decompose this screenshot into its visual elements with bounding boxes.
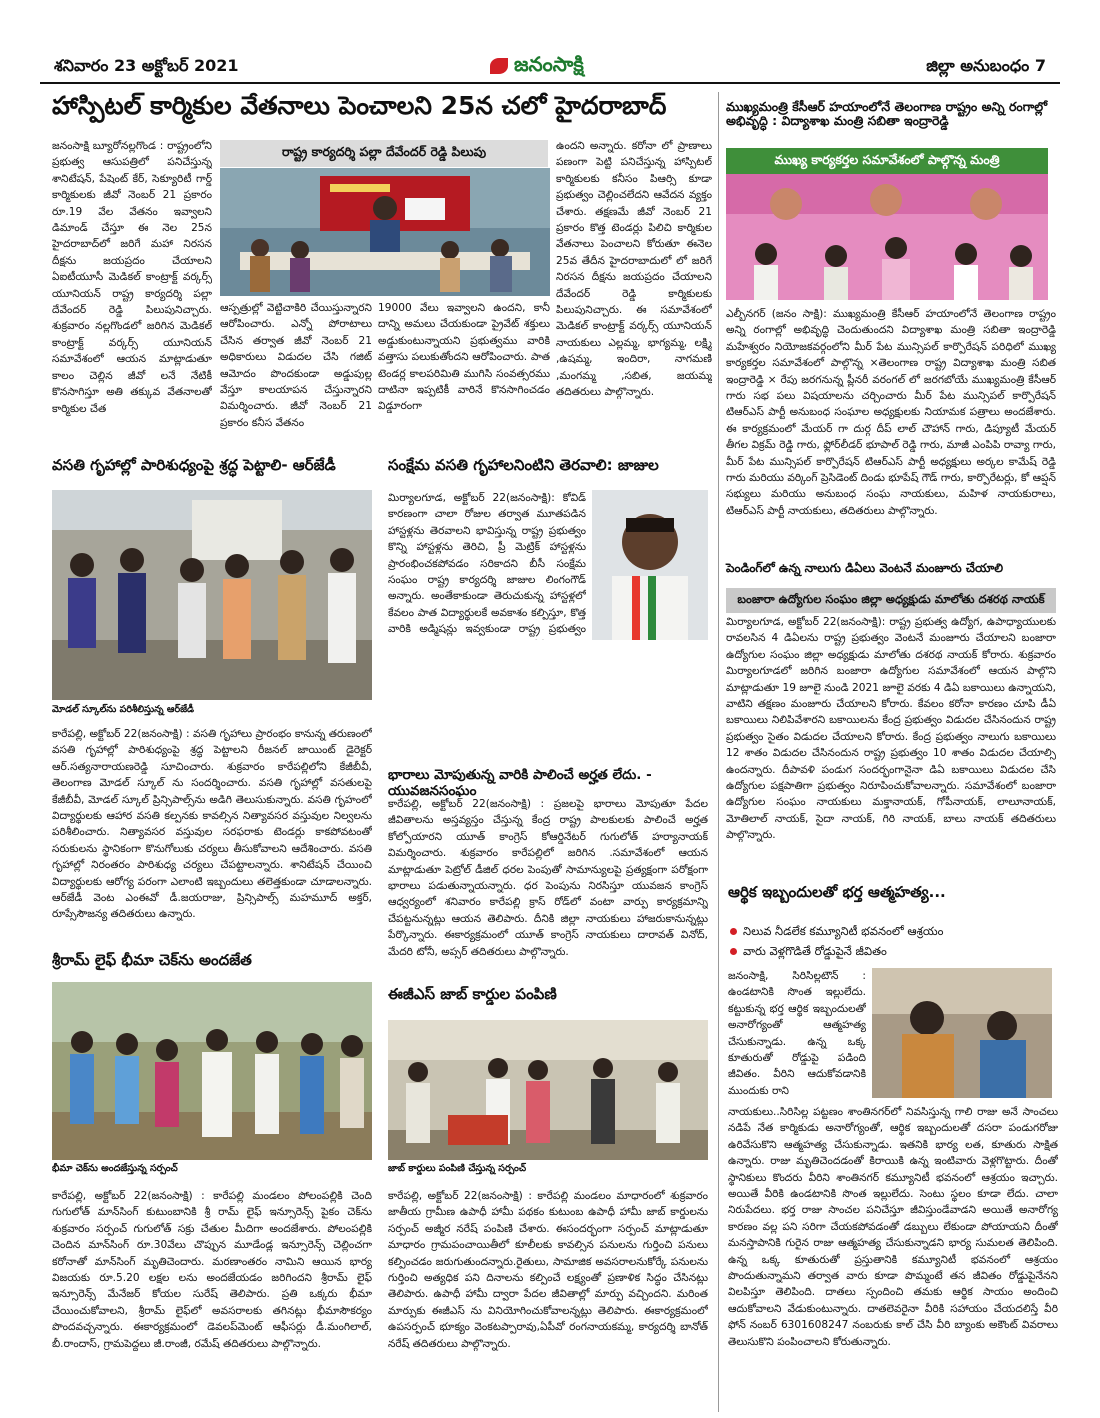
masthead-rule <box>40 82 1060 84</box>
story4-portrait <box>592 490 708 640</box>
story7-body: ఎల్బీనగర్ (జనం సాక్షి): ముఖ్యమంత్రి కేసీఆర్ హయాంలోనే తెలంగాణ రాష్ట్రం అన్ని రంగాల్లో అభివృద్ధి చెందుతుందని విద్యాశాఖ మంత్రి సబితా ఇంద్రారెడ్డి మహేశ్వరం నియోజకవర్గంలోని మీర్ పేట మున్సిపల్ కార్పొరేషన్ పరిధిలో ముఖ్య కార్యకర్తల సమావేశంలో పాల్గొన్న ×తెలంగాణ రాష్ట్ర విద్యాశాఖ మంత్రి సబిత ఇంద్రారెడ్డి × రేపు జరగనున్న ప్లీనరీ వరంగల్ లో జరగబోయే ముఖ్యమంత్రి కేసీఆర్ గారు సభ పలు విషయాలను చర్చించారు మీర్ పేట మున్సిపల్ కార్పొరేషన్ టిఆర్ఎస్ పార్టీ అనుబంధ సంఘాల అధ్యక్షులకు నియామక పత్రాలు అందజేశారు. ఈ కార్యక్రమంలో మేయర్ గా దుర్గ దీప్ లాల్ చౌహాన్ గారు, డిప్యూటీ మేయర్ తీగల విక్రమ్ రెడ్డి గారు, ఫ్లోర్‌లీడర్ భూపాల్ రెడ్డి గారు, మాజీ ఎంపిపి రావ్యా గారు, మీర్ పేట మున్సిపల్ కార్పొరేషన్ టిఆర్ఎస్ పార్టీ అధ్యక్షులు అర్కల కామేష్ రెడ్డి గారు మరియు వర్కింగ్ ప్రెసిడెంట్ దిండు భూపేష్ గౌడ్ గారు, కార్పొరేటర్లు, కో ఆప్షన్ సభ్యులు మరియు అనుబంధ సంఘ నాయకులు, మహిళ నాయకురాలు, టిఆర్ఎస్ పార్టీ నాయకులు, తదితరులు పాల్గొన్నారు. <box>726 308 1056 517</box>
story1-subhead: రాష్ట్ర కార్యదర్శి పల్లా దేవేందర్ రెడ్డి పిలుపు <box>220 140 548 167</box>
masthead <box>40 50 1060 80</box>
story1-headline: హాస్పిటల్ కార్మికుల వేతనాలు పెంచాలని 25న చలో హైదరాబాద్ <box>52 91 667 120</box>
story3-photo <box>52 982 372 1160</box>
story1-col3: 19000 వేలు ఇవ్వాలని ఉందని, కానీ దాన్ని అమలు చేయకుండా ప్రైవేట్ శక్తులు అడ్డుకుంటున్నాయని ప్రభుత్వము వారికి వత్తాసు పలుకుతోందని ఆరోపించారు. పాత టెండర్ల కాలపరిమితి ముగిసి సంవత్సరము దాటినా ఇప్పటికీ వారినే కొనసాగించడం విడ్డూరంగా <box>378 302 550 413</box>
story3-body: కారేపల్లి, అక్టోబర్ 22(జనంసాక్షి) : కారేపల్లి మండలం పోలంపల్లికి చెంది గుగులోత్ మాన్‌సింగ్ కుటుంబానికి శ్రీ రామ్ లైఫ్ ఇన్సూరెన్స్ పైకం చెక్‌ను శుక్రవారం సర్పంచ్ గుగులోత్ సక్రు చేతుల మీదిగా అందజేశారు. పోలంపల్లికి చెందిన మాన్‌సింగ్ రూ.30వేలు చొప్పున మూడేండ్ల ఇన్సూరెన్స్ చెల్లించగా కరోనాతో మాన్‌సింగ్ మృతిచెందారు. మరణాంతరం నామిని ఆయిన భార్య విజయకు రూ.5.20 లక్షల లను అందజేయడం జరిగిందని శ్రీరామ్ లైఫ్ ఇన్సూరెన్స్ మేనేజర్ కోయల సురేష్ తెలిపారు. ప్రతి ఒక్కరు భీమా చేయించుకోవాలని, శ్రీరామ్ లైఫ్‌లో అవసరాలకు తగినట్లు భీమాసౌకర్యం పొందవచ్చన్నారు. ఈకార్యక్రమంలో డెవలప్‌మెంట్ ఆఫీసర్లు డీ.మంగిలాల్, బీ.రాందాస్, గ్రామపెద్దలు జీ.రాంజీ, రమేష్ తదితరులు పాల్గొన్నారు. <box>52 1190 372 1350</box>
story7-headline: ముఖ్యమంత్రి కేసీఆర్ హయాంలోనే తెలంగాణ రాష్ట్రం అన్ని రంగాల్లో అభివృద్ధి : విద్యాశాఖ మంత్రి సబితా ఇంద్రారెడ్డి <box>726 99 1048 129</box>
story8-body: మిర్యాలగూడ, అక్టోబర్ 22(జనంసాక్షి): రాష్ట్ర ప్రభుత్వ ఉద్యోగ, ఉపాధ్యాయులకు రావలసిన 4 డిఏలను రాష్ట్ర ప్రభుత్వం వెంటనే మంజూరు చేయాలని బంజారా ఉద్యోగుల సంఘం జిల్లా అధ్యక్షుడు మాలోతు దశరథ నాయక్ కోరారు. శుక్రవారం మిర్యాలగూడలో జరిగిన బంజారా ఉద్యోగుల సమావేశంలో ఆయన పాల్గొని మాట్లాడుతూ 19 జూలై నుండి 2021 జూలై వరకు 4 డిఏ బకాయిలు ఉన్నాయని, వాటిని తక్షణం మంజూరు చేయాలని కోరారు. కేవలం కరోనా కారణం చూపి డీఏ బకాయిలు నిలిపివేశారని బకాయిలను కేంద్ర ప్రభుత్వం విడుదల చేసినందున రాష్ట్ర ప్రభుత్వం సైతం విడుదల చేయాలని కోరారు. కేంద్ర ప్రభుత్వం నాలుగు బకాయిలు 12 శాతం విడుదల చేసినందున రాష్ట్ర ప్రభుత్వం 10 శాతం విడుదల చేయాల్సి ఉందన్నారు. దీపావళి పండుగ సందర్భంగానైనా డిఏ బకాయిలు విడుదల చేసి ఉద్యోగుల పక్షపాతిగా ప్రభుత్వం నిరూపించుకోవాలన్నారు. సమావేశంలో బంజారా ఉద్యోగుల సంఘం నాయకులు మక్తానాయక్, గోపీనాయక్, లాలూనాయక్, మోతిలాల్ నాయక్, సైదా నాయక్, గిరి నాయక్, బాలు నాయక్ తదితరులు పాల్గొన్నారు. <box>726 616 1056 842</box>
story1-col2: ఆస్పత్రుల్లో వెట్టిచాకిరి చేయిస్తున్నారని ఆరోపించారు. ఎన్నో పోరాటాలు చేసిన తర్వాత జీవో నెంబర్ 21 అధికారులు విడుదల చేసి గజిట్ ఆమోదం పొందకుండా అడ్డుపుల్ల వేస్తూ కాలయాపన చేస్తున్నారని విమర్శించారు. జీవో నెంబర్ 21 ప్రకారం కనీస వేతనం <box>220 302 372 429</box>
story6-headline: ఈజీఎస్ జాబ్ కార్డుల పంపిణి <box>388 985 557 1003</box>
story9-bullet-2: వారు వెళ్లగొడితే రోడ్డుపైనే జీవితం <box>730 944 1060 961</box>
story9-photo <box>872 968 1052 1098</box>
column-divider <box>718 92 719 1412</box>
story2-photo <box>52 490 372 700</box>
story1-col4: ఉందని అన్నారు. కరోనా లో ప్రాణాలు పణంగా పెట్టి పనిచేస్తున్న హాస్పిటల్ కార్మికులకు కనీసం పిఆర్సి కూడా ప్రభుత్వం చెల్లించలేదని ఆవేదన వ్యక్తం చేశారు. తక్షణమే జీవో నెంబర్ 21 ప్రకారం కొత్త టెండర్లు పిలిచి కార్మికుల వేతనాలు పెంచాలని కోరుతూ ఈనెల 25వ తేదీన హైదరాబాదులో లో జరిగే నిరసన దీక్షను జయప్రదం చేయాలని దేవేందర్ రెడ్డి కార్మికులకు పిలుపునిచ్చారు. ఈ సమావేశంలో మెడికల్ కాంట్రాక్ట్ వర్కర్స్ యూనియన్ నాయకులు ఎల్లమ్మ, భాగ్యమ్మ, లక్ష్మి ,ఉషమ్మ, ఇందిరా, నాగమణి ,మంగమ్మ ,సబిత, జయమ్మ తదితరులు పాల్గొన్నారు. <box>556 140 712 399</box>
story2-body: కారేపల్లి, అక్టోబర్ 22(జనంసాక్షి) : వసతి గృహాలు ప్రారంభం కానున్న తరుణంలో వసతి గృహాల్లో పారిశుధ్యంపై శ్రద్ధ పెట్టాలని రీజనల్ జాయింట్ డైరెక్టర్ ఆర్.సత్యనారాయణరెడ్డి సూచించారు. శుక్రవారం కారేపల్లిలోని కేజీబీవీ, తెలంగాణ మోడల్ స్కూల్ ను సందర్శించారు. వసతి గృహాల్లో వసతులపై కేజీబీవీ, మోడల్ స్కూల్ ప్రిన్సిపాల్స్‌ను అడిగి తెలుసుకున్నారు. వసతి గృహంలో విద్యార్థులకు ఆహార వసతి కల్పనకు కావల్సిన నిత్యావసర వస్తువుల నిల్వలను పరిశీలించారు. నిత్యావసర వస్తువుల సరఫరాకు టెండర్లు కాకపోవటంతో సరుకులను స్థానికంగా కొనుగోలుకు చర్యలు తీసుకోవాలని ఆదేశించారు. వసతి గృహాల్లో నిరంతరం పారిశుధ్య చర్యలు చేపట్టాలన్నారు. శానిటేషన్ చేయించి విద్యార్థులకు ఆరోగ్య పరంగా ఎలాంటి ఇబ్బందులు తలెత్తకుండా చూడాలన్నారు. ఆర్‌జేడీ వెంట ఎంఈవో డీ.జయరాజు, ప్రిన్సిపాల్స్ మహమూద్ అక్తర్, రూప్సేసౌజన్య తదితరులు ఉన్నారు. <box>52 728 372 921</box>
story4-headline: సంక్షేమ వసతి గృహాలనింటిని తెరవాలి: జాజుల <box>388 456 659 474</box>
page-label: జిల్లా అనుబంధం 7 <box>926 56 1046 75</box>
story5-headline: భారాలు మోపుతున్న వారికి పాలించే అర్హత లేదు. - యువజనసంఘం <box>388 767 652 799</box>
story7-photo <box>726 174 1048 300</box>
story8-headline: పెండింగ్‌లో ఉన్న నాలుగు డిఏలు వెంటనే మంజూరు చేయాలి <box>726 561 1004 575</box>
issue-date: శనివారం 23 అక్టోబర్ 2021 <box>54 56 239 75</box>
story7-subhead: ముఖ్య కార్యకర్తల సమావేశంలో పాల్గొన్న మంత్రి <box>726 148 1048 175</box>
story9-bullet-1: నిలువ నీడలేక కమ్యూనిటీ భవనంలో ఆశ్రయం <box>730 924 1060 941</box>
story9-body-top: జనంసాక్షి, సిరిసిల్లటౌన్ : ఉండటానికి సొంత ఇల్లులేదు. కట్టుకున్న భర్త ఆర్థిక ఇబ్బందులతో అనారోగ్యంతో ఆత్మహత్య చేసుకున్నాడు. ఉన్న ఒక్క కూతురుతో రోడ్డుపై పడింది జీవితం. వీరిని ఆదుకోవడానికి ముందుకు రాని <box>728 970 866 1097</box>
story1-col1: జనంసాక్షి బ్యూరోనల్లగొండ : రాష్ట్రంలోని ప్రభుత్వ ఆసుపత్రిలో పనిచేస్తున్న శానిటేషన్, పేషెంట్ కేర్, సెక్యూరిటీ గార్డ్ కార్మికులకు జీవో నెంబర్ 21 ప్రకారం రూ.19 వేల వేతనం ఇవ్వాలని డిమాండ్ చేస్తూ ఈ నెల 25న హైదరాబాద్‌లో జరిగే మహా నిరసన దీక్షను జయప్రదం చేయాలని ఏఐటీయూసీ మెడికల్ కాంట్రాక్ట్ వర్కర్స్ యూనియన్ రాష్ట్ర కార్యదర్శి పల్లా దేవేందర్ రెడ్డి పిలుపునిచ్చారు. శుక్రవారం నల్లగొండలో జరిగిన మెడికల్ కాంట్రాక్ట్ వర్కర్స్ యూనియన్ సమావేశంలో ఆయన మాట్లాడుతూ కాలం చెల్లిన జీవో లనే నేటికీ కొనసాగిస్తూ అతి తక్కువ వేతనాలతో కార్మికుల చేత <box>52 140 212 415</box>
story6-caption: జాబ్ కార్డులు పంపిణి చేస్తున్న సర్పంచ్ <box>388 1163 527 1174</box>
story9-body: నాయకులు..సిరిసిల్ల పట్టణం శాంతినగర్‌లో నివసిస్తున్న గాలి రాజు అనే సాంచలు నడిపే నేత కార్మికుడు అనారోగ్యంతో, ఆర్థిక ఇబ్బందులతో దసరా పండుగరోజు ఉరివేసుకొని ఆత్మహత్య చేసుకున్నాడు. ఇతనికి భార్య లత, కూతురు సాక్షిత ఉన్నారు. రాజు మృతిచెందడంతో కిరాయికి ఉన్న ఇంటివారు వెళ్లగొట్టారు. దీంతో స్థానికులు కొందరు వీరిని శాంతినగర్ కమ్యూనిటీ భవనంలో ఆశ్రయం ఇచ్చారు. అయితే వీరికి ఉండటానికి సొంత ఇల్లులేదు. సెంటు స్థలం కూడా లేదు. చాలా నిరుపేదలు. భర్త రాజు సాంచల పనిచేస్తూ జీవిస్తుండేవాడని అయితే అనారోగ్య కారణం వల్ల పని సరిగా చేయకపోవడంతో డబ్బులు లేకుండా పోయాయని దీంతో మనస్తాపానికి గురైన రాజు ఆత్మహత్య చేసుకున్నాడని భార్య సుమలత తెలిపింది. ఉన్న ఒక్క కూతురుతో ప్రస్తుతానికి కమ్యూనిటీ భవనంలో ఆశ్రయం పొందుతున్నామని తర్వాత వారు కూడా పొమ్మంటే తన జీవితం రోడ్డుపైనేనని విలపిస్తూ తెలిపింది. దాతలు స్పందించి తమకు ఆర్థిక సాయం అందించి ఆదుకోవాలని వేడుకుంటున్నారు. దాతలెవరైనా వీరికి సహాయం చేయదలిస్తే వీరి ఫోన్ నంబర్ 6301608247 నంబరుకు కాల్ చేసి వీరి బ్యాంకు అకౌంట్ వివరాలు తెలుసుకొని పంపించాలని కోరుతున్నారు. <box>728 1106 1058 1348</box>
newspaper-logo: జనంసాక్షి <box>490 52 584 81</box>
story3-caption: భీమా చెక్‌ను అందజేస్తున్న సర్పంచ్ <box>52 1163 178 1174</box>
leaf-icon <box>490 58 508 74</box>
story2-headline: వసతి గృహాల్లో పారిశుధ్యంపై శ్రద్ధ పెట్టాలి- ఆర్‌జేడీ <box>52 456 336 474</box>
story8-subhead: బంజారా ఉద్యోగుల సంఘం జిల్లా అధ్యక్షుడు మాలోతు దశరథ నాయక్ <box>726 588 1056 613</box>
story9-headline: ఆర్థిక ఇబ్బందులతో భర్త ఆత్మహత్య... <box>728 883 946 901</box>
story4-body: మిర్యాలగూడ, అక్టోబర్ 22(జనంసాక్షి): కోవిడ్ కారణంగా చాలా రోజుల తర్వాత మూతపడిన హాస్టళ్లను తెరవాలని భావిస్తున్న రాష్ట్ర ప్రభుత్వం కొన్ని హాస్టళ్లను తెరిచి, ప్రీ మెట్రిక్ హాస్టళ్లను ప్రారంభించకపోవడం సరికాదని బీసీ సంక్షేమ సంఘం రాష్ట్ర కార్యదర్శి జాజుల లింగంగౌడ్ అన్నారు. అంతేకాకుండా తెరుచుకున్న హాస్టళ్లలో కేవలం పాత విద్యార్థులకే అవకాశం కల్పిస్తూ, కొత్త వారికి అడ్మిషన్లు ఇవ్వకుండా రాష్ట్ర ప్రభుత్వం <box>388 492 586 636</box>
story1-photo <box>220 168 550 296</box>
story2-caption: మోడల్ స్కూల్‌ను పరిశీలిస్తున్న ఆర్‌జేడీ <box>52 704 195 715</box>
story6-photo <box>388 1020 708 1160</box>
story5-body: కారేపల్లి, అక్టోబర్ 22(జనంసాక్షి) : ప్రజలపై భారాలు మోపుతూ పేదల జీవితాలను అస్తవ్యస్తం చేస్తున్న కేంద్ర రాష్ట్ర పాలకులకు పాలించే అర్హత కోల్పోయారని యూత్ కాంగ్రెస్ కోఆర్డినేటర్ గుగులోత్ హర్యానాయక్ విమర్శించారు. శుక్రవారం కారేపల్లిలో జరిగిన .సమావేశంలో ఆయన మాట్లాడుతూ పెట్రోల్ డీజిల్ ధరల పెంపుతో సామాన్యులపై ప్రత్యక్షంగా పరోక్షంగా భారాలు పడుతున్నాయన్నారు. ధర పెంపును నిరసిస్తూ యువజన కాంగ్రెస్ ఆధ్వర్యంలో శనివారం కారేపల్లి క్రాస్ రోడ్‌లో వంటా వార్పు కార్యక్రమాన్ని చేపట్టనున్నట్లు ఆయన తెలిపారు. దీనికి జిల్లా నాయకులు హాజరుకానున్నట్లు పేర్కొన్నారు. ఈకార్యక్రమంలో యూత్ కాంగ్రెస్ నాయకులు దారావత్ వినోద్, మేదరి టోనీ, అప్సర్ తదితరులు పాల్గొన్నారు. <box>388 798 708 958</box>
story3-headline: శ్రీరామ్ లైఫ్ భీమా చెక్‌ను అందజేత <box>52 951 252 969</box>
story6-body: కారేపల్లి, అక్టోబర్ 22(జనంసాక్షి) : కారేపల్లి మండలం మాధారంలో శుక్రవారం జాతీయ గ్రామీణ ఉపాధీ హామీ పథకం కుటుంబ ఉపాధీ హామీ జాబ్ కార్డులను సర్పంచ్ అజ్మీర నరేష్ పంపిణి చేశారు. ఈసందర్భంగా సర్పంచ్ మాట్లాడుతూ మాధారం గ్రామపంచాయితీలో కూలీలకు కావల్సిన పనులను గుర్తించి పనులు కల్పించడం జరుగుతుందన్నారు.రైతులు, సామాజిక అవసరాలనుకోర్కే పనులను గుర్తించి అత్యధిక పని దినాలను కల్పించే లక్ష్యంతో ప్రణాళిక సిద్ధం చేసినట్లు తెలిపారు. ఉపాధీ హామీ ద్వారా పేదల జీవితాల్లో మార్పు వచ్చిందని. మరింత మార్పుకు ఈజీఎస్ ను వినియోగించుకోవాలన్నట్లు తెలిపారు. ఈకార్యక్రమంలో ఉపసర్పంచ్ భూక్యం వెంకటప్పారావు,ఏపీవో రంగనాయకమ్మ, కార్యదర్శి బానోత్ నరేష్ తదితరులు పాల్గొన్నారు. <box>388 1190 708 1350</box>
bullet-icon <box>730 948 737 955</box>
bullet-icon <box>730 928 737 935</box>
